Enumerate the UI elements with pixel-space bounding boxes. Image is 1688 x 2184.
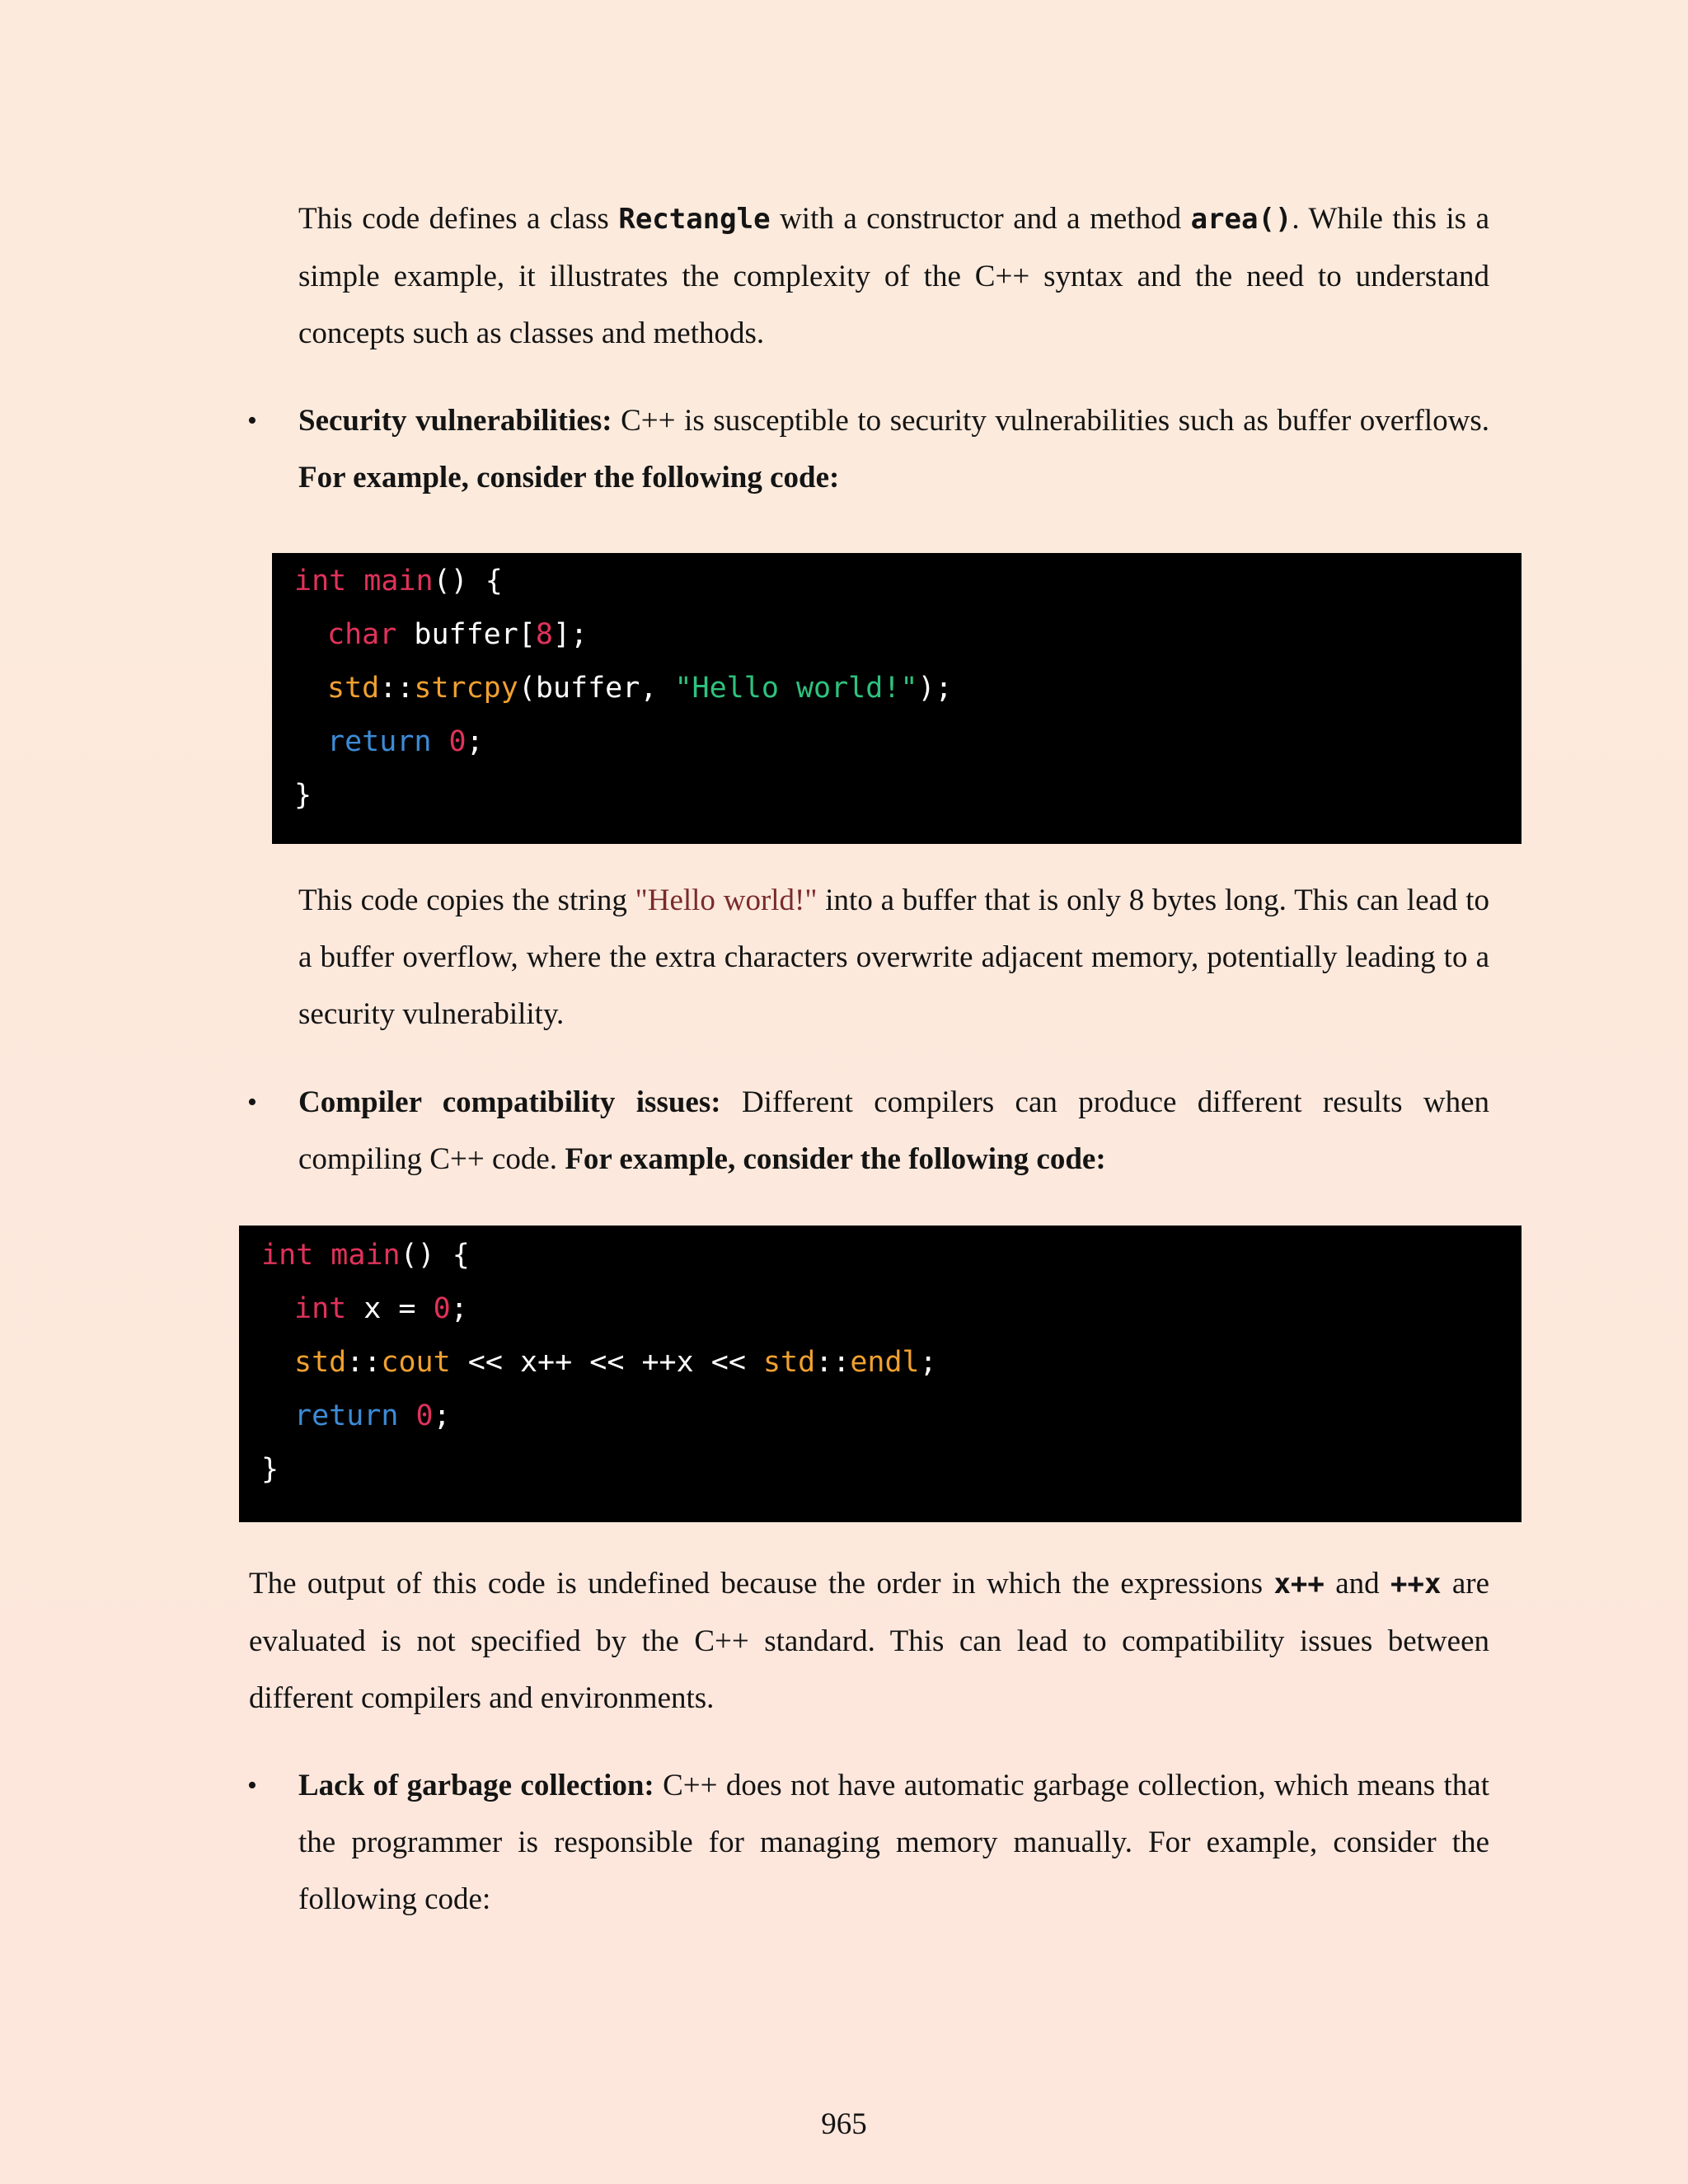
text-span: This code copies the string <box>298 883 635 917</box>
code-token: 0 <box>415 1399 434 1432</box>
code-token: cout <box>381 1346 451 1379</box>
page-number: 965 <box>821 2107 867 2141</box>
code-token: endl <box>850 1346 920 1379</box>
inline-code-area: area() <box>1190 203 1292 236</box>
code-token: std <box>762 1346 816 1379</box>
code-line: } <box>294 779 312 812</box>
text-span: Different compilers can produce different results when compiling C++ code. <box>298 1085 1489 1176</box>
bullet-icon: • <box>247 405 257 436</box>
code-token: ]; <box>552 618 588 651</box>
bullet-garbage-collection <box>298 1757 1489 1928</box>
bullet-lead: For example, consider the following code: <box>565 1142 1106 1176</box>
code-token: (buffer, <box>518 672 675 705</box>
code-token: std <box>294 1346 347 1379</box>
code-token: x = <box>346 1292 434 1325</box>
code-line <box>327 725 484 758</box>
inline-code-postincrement: x++ <box>1273 1568 1325 1601</box>
bullet-lead: For example, consider the following code: <box>298 461 840 494</box>
code-token: main <box>363 565 434 598</box>
code-token: 0 <box>448 725 467 758</box>
code-token: return <box>294 1399 399 1432</box>
code-token <box>431 725 448 758</box>
code-block-strcpy <box>272 553 1522 844</box>
bullet-heading: Compiler compatibility issues: <box>298 1085 721 1119</box>
code-token: ); <box>917 672 953 705</box>
code-line <box>294 565 503 598</box>
code-token: ; <box>433 1399 451 1432</box>
code-token: return <box>327 725 432 758</box>
text-span: into a buffer that is only 8 bytes long. This can lead to a buffer overflow, where the extra characters overwrite adjacent memory, potentially leading to a security vulnerability. <box>298 883 1489 1031</box>
text-span: are evaluated is not specified by the C++ standard. This can lead to compatibility issues between different compilers and environments. <box>249 1567 1489 1715</box>
code-token <box>313 1239 331 1272</box>
text-span: . While this is a simple example, it illustrates the complexity of the C++ syntax and the need to understand concepts such as classes and methods. <box>298 202 1489 350</box>
text-span: with a constructor and a method <box>770 202 1191 236</box>
bullet-heading: Lack of garbage collection: <box>298 1769 654 1802</box>
code-token: ; <box>466 725 484 758</box>
code-token: int <box>294 1292 347 1325</box>
code-token: int <box>261 1239 314 1272</box>
code-token: 8 <box>535 618 553 651</box>
text-span: C++ does not have automatic garbage collection, which means that the programmer is responsible for managing memory manually. For example, consider the following code: <box>298 1769 1490 1916</box>
bullet-security-vulnerabilities <box>298 392 1489 506</box>
text-span: The output of this code is undefined because the order in which the expressions <box>249 1567 1274 1601</box>
code-token: char <box>327 618 397 651</box>
code-line <box>327 672 953 705</box>
code-line <box>261 1239 470 1272</box>
code-line <box>327 618 588 651</box>
code-token: strcpy <box>414 672 518 705</box>
bullet-icon: • <box>247 1770 257 1801</box>
code-token: ; <box>450 1292 468 1325</box>
bullet-compiler-compatibility <box>298 1074 1489 1188</box>
code-block-cout <box>239 1226 1522 1522</box>
text-span: This code defines a class <box>298 202 619 236</box>
code-token: () { <box>433 565 503 598</box>
paragraph-undefined-output <box>249 1555 1489 1727</box>
bullet-icon: • <box>247 1087 257 1118</box>
code-token: :: <box>379 672 415 705</box>
paragraph-rectangle-explanation <box>298 190 1489 362</box>
code-token: () { <box>400 1239 470 1272</box>
text-span: and <box>1324 1567 1391 1601</box>
code-line <box>294 1399 451 1432</box>
code-token <box>398 1399 415 1432</box>
string-literal: "Hello world!" <box>635 883 818 917</box>
code-line: } <box>261 1453 279 1486</box>
code-token: 0 <box>433 1292 451 1325</box>
text-span: C++ is susceptible to security vulnerabilities such as buffer overflows. <box>612 404 1489 438</box>
bullet-heading: Security vulnerabilities: <box>298 404 612 438</box>
code-line <box>294 1346 937 1379</box>
code-token: ; <box>919 1346 937 1379</box>
code-token: std <box>327 672 380 705</box>
code-token: int <box>294 565 347 598</box>
code-token <box>346 565 363 598</box>
code-token: "Hello world!" <box>674 672 918 705</box>
code-token: :: <box>815 1346 851 1379</box>
inline-code-preincrement: ++x <box>1390 1568 1442 1601</box>
code-token: << x++ << ++x << <box>450 1346 763 1379</box>
paragraph-buffer-overflow <box>298 872 1489 1043</box>
code-token: :: <box>346 1346 382 1379</box>
code-line <box>294 1292 468 1325</box>
inline-code-rectangle: Rectangle <box>618 203 771 236</box>
code-token: buffer[ <box>396 618 536 651</box>
code-token: main <box>331 1239 401 1272</box>
